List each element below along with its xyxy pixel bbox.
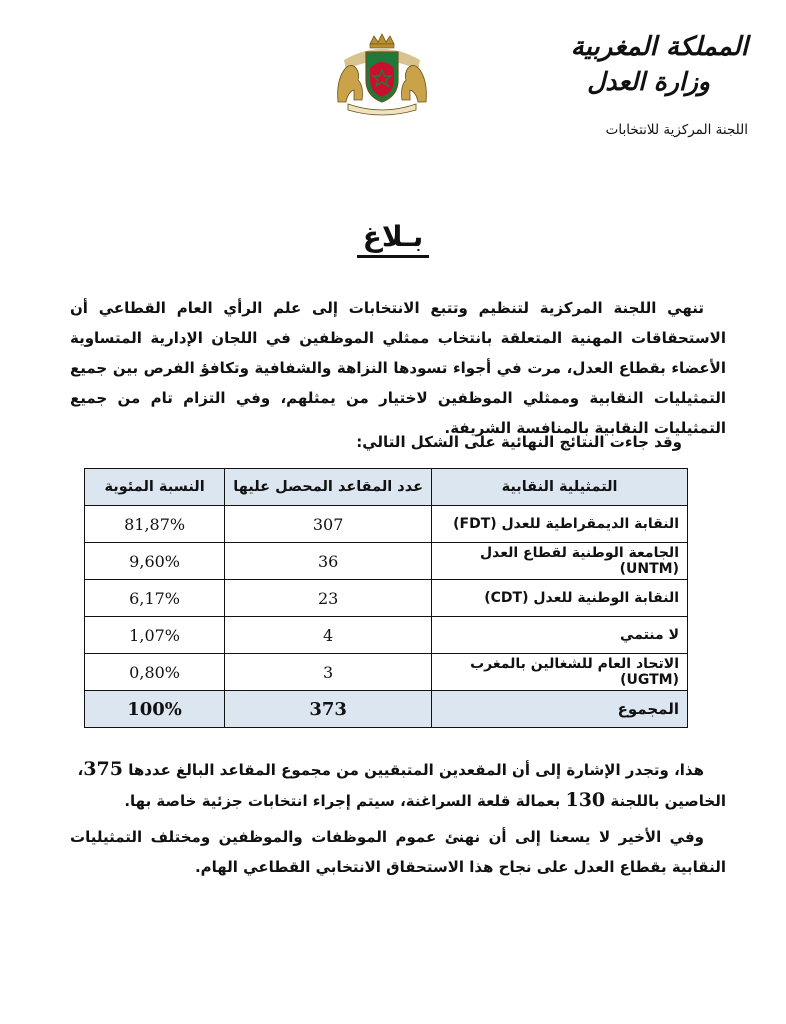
union-name: النقابة الوطنية للعدل (CDT) [432, 580, 688, 617]
intro-section [70, 293, 726, 443]
col-header-union: التمثيلية النقابية [432, 469, 688, 506]
kingdom-name: المملكة المغربية [570, 32, 748, 62]
note-remaining-seats [70, 754, 726, 785]
seat-count: 3 [225, 654, 432, 691]
seat-percent: 0,80% [85, 654, 225, 691]
col-header-seats: عدد المقاعد المحصل عليها [225, 469, 432, 506]
seat-count: 307 [225, 506, 432, 543]
union-name: الجامعة الوطنية لقطاع العدل (UNTM) [432, 543, 688, 580]
committee-number: 130 [565, 789, 606, 811]
note-congratulations: وفي الأخير لا يسعنا إلى أن نهنئ عموم الموظفات والموظفين ومختلف التمثيليات النقابية بقطاع العدل على نجاح هذا الاستحقاق الانتخابي القطاعي الهام. [70, 828, 726, 876]
table-row [85, 617, 688, 654]
seat-percent: 9,60% [85, 543, 225, 580]
document-title-text: بـلاغ [357, 220, 429, 258]
document-title [0, 220, 786, 253]
table-header-row [85, 469, 688, 506]
note-punct: ، [77, 761, 84, 779]
table-row [85, 506, 688, 543]
note-text: الخاصين باللجنة [610, 792, 726, 810]
note-partial-election [70, 785, 726, 816]
committee-name: اللجنة المركزية للانتخابات [605, 122, 748, 138]
total-label: المجموع [432, 691, 688, 728]
coat-of-arms-icon [330, 30, 434, 116]
total-percent: 100% [85, 691, 225, 728]
table-total-row [85, 691, 688, 728]
letterhead [508, 30, 748, 138]
table-row [85, 543, 688, 580]
seat-count: 4 [225, 617, 432, 654]
results-table [84, 468, 688, 728]
ministry-name: وزارة العدل [587, 67, 710, 96]
table-row [85, 580, 688, 617]
seat-percent: 1,07% [85, 617, 225, 654]
results-lead: وقد جاءت النتائج النهائية على الشكل التالي: [356, 433, 682, 451]
col-header-percent: النسبة المئوية [85, 469, 225, 506]
note-text: بعمالة قلعة السراغنة، سيتم إجراء انتخابات جزئية خاصة بها. [124, 792, 561, 810]
seat-percent: 81,87% [85, 506, 225, 543]
intro-paragraph: تنهي اللجنة المركزية لتنظيم وتتبع الانتخابات إلى علم الرأي العام القطاعي أن الاستحقاقات المهنية المتعلقة بانتخاب ممثلي الموظفين في اللجان الإدارية المتساوية الأعضاء بقطاع العدل، مرت في أجواء تسودها النزاهة والشفافية وتكافؤ الفرص بين جميع التمثيليات النقابية وممثلي الموظفين لاختيار من يمثلهم، وفي التزام تام من جميع التمثيليات النقابية بالمنافسة الشريفة. [70, 299, 726, 437]
seat-count: 36 [225, 543, 432, 580]
union-name: الاتحاد العام للشغالين بالمغرب (UGTM) [432, 654, 688, 691]
note-text: هذا، وتجدر الإشارة إلى أن المقعدين المتبقيين من مجموع المقاعد البالغ عددها [128, 761, 704, 779]
total-seats: 373 [225, 691, 432, 728]
seat-percent: 6,17% [85, 580, 225, 617]
table-row [85, 654, 688, 691]
union-name: لا منتمي [432, 617, 688, 654]
total-seats-number: 375 [83, 758, 123, 780]
closing-notes [70, 754, 726, 882]
union-name: النقابة الديمقراطية للعدل (FDT) [432, 506, 688, 543]
seat-count: 23 [225, 580, 432, 617]
